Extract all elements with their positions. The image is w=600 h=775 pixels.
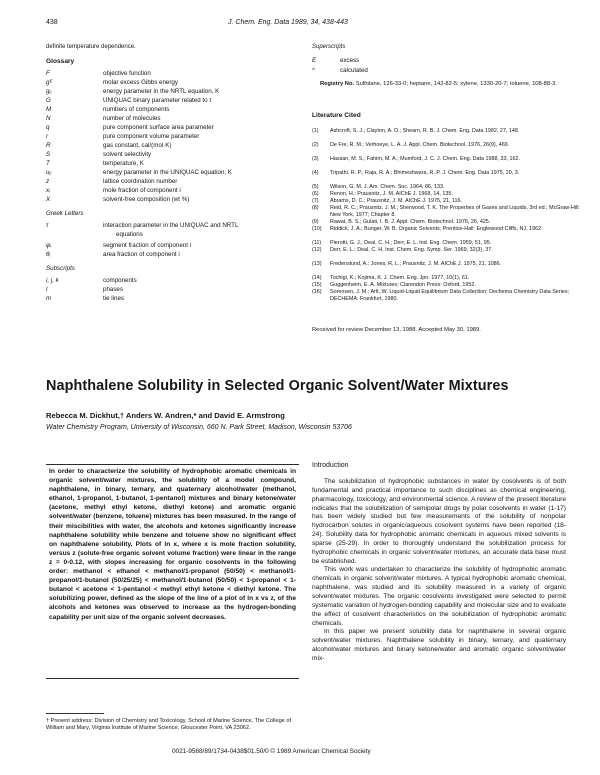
glossary-title: Glossary [46,58,75,65]
intro-paragraph: This work was undertaken to characterize the solubility of hydrophobic aromatic chemicals in organic solvent/water mixtures. A typical hydrophobic aromatic chemical, naphthalene, was studied and its solubility measured in a variety of organic solvent/water mixtures. The organic cosolvents investigated were selected to permit systematic variation of hydrogen-bonding capability and molecular size and to evaluate the effect of cosolvent characteristics on the solubilization of hydrophobic aromatic chemicals. [312,566,566,627]
glossary-symbol: gᵢⱼ [46,88,52,95]
greek-definition: segment fraction of component i [103,242,192,249]
glossary-symbol: r [46,133,49,140]
registry-numbers [312,80,566,88]
reference-number: (6) [312,191,319,197]
registry-text: Sulfolane, 126-33-0; heptane, 142-82-5; xylene, 1330-20-7; toluene, 108-88-3. [355,81,557,87]
glossary-definition: numbers of components [103,106,170,113]
reference-number: (8) [312,205,319,211]
glossary-symbol: M [46,106,52,113]
greek-definition: area fraction of component i [103,251,180,258]
subscript-symbol: i, j, k [46,277,59,284]
registry-label: Registry No. [320,81,355,87]
glossary-definition: objective function [103,70,151,77]
article-affiliation: Water Chemistry Program, University of Wisconsin, 660 N. Park Street, Madison, Wisconsin 53706 [46,424,352,431]
reference-number: (2) [312,142,319,148]
introduction-body [312,478,566,664]
glossary-definition: temperature, K [103,160,144,167]
glossary-symbol: S [46,151,51,158]
reference-text: Ashcroft, S. J.; Clayton, A. D.; Shearn, R. B. J. Chem. Eng. Data 1982, 27, 148. [330,128,520,134]
intro-paragraph: The solubilization of hydrophobic substances in water by cosolvents is of both fundamental and practical importance to such disciplines as chemical engineering, pharmacology, toxicology, and environmental science. A review of the present literature indicates that the solubilization of semipolar drugs by polar cosolvents in water (1-17) has been widely studied but few measurements of the solubility of nonpolar hydrocarbon solutes in organic/aqueous cosolvent systems have been reported (18-24). Solubility data for hydrophobic aromatic chemicals in aqueous mixed solvents is sparse (25-29). In order to thoroughly understand the solubilization process for hydrophobic chemicals in organic solvent/water mixtures, an accurate data base must be established. [312,478,566,565]
greek-definition-continued: equations [116,231,143,238]
greek-symbol: θᵢ [46,251,51,258]
reference-text: Rawat, B. S.; Gulati, I. B. J. Appl. Chem. Biotechnol. 1976, 26, 425. [330,219,491,225]
glossary-symbol: T [46,160,50,167]
glossary-symbol: xᵢ [46,187,50,194]
superscript-symbol: E [312,57,317,64]
reference-text: Tripathi, R. P.; Raja, R. A.; Bhimeshwara, R. P. J. Chem. Eng. Data 1975, 20, 3. [330,170,520,176]
reference-number: (11) [312,240,322,246]
superscript-definition: calculated [340,67,368,74]
greek-definition: interaction parameter in the UNIQUAC and NRTL [103,222,239,229]
glossary-symbol: gᴱ [46,79,53,86]
copyright-line: 0021-9568/89/1734-0438$01.50/0 © 1989 American Chemical Society [172,748,371,755]
abstract-text: In order to characterize the solubility of hydrophobic aromatic chemicals in organic solvent/water mixtures, the solubility of a model compound, naphthalene, in binary, ternary, and quaternary alcohol/water (methanol, ethanol, 1-propanol, 1-butanol, 1-pentanol) mixtures and binary ketone/water (acetone, methyl ethyl ketone, diethyl ketone) and aromatic organic solvent/water (benzene, toluene) mixtures has been measured. In the range of their miscibilities with water, the alcohols and ketones significantly increase naphthalene solubility while benzene and toluene show no significant effect on naphthalene solubility. Plots of ln x, where x is mole fraction solubility, versus z (solute-free organic solvent volume fraction) were linear in the range z = 0-0.12, with slopes increasing for organic cosolvents in the following order: methanol < ethanol < methanol/1-propanol (50/50) < methanol/1-propanol/1-butanol (50/25/25) < methanol/1-butanol (50/50) < 1-propanol < 1-butanol < acetone < 1-pentanol < methyl ethyl ketone < diethyl ketone. The solubilizing power, defined as the slope of the line of a plot of ln x vs z, of the alcohols and ketones was observed to increase as the hydrogen-bonding capability per unit size of the organic solvent decreases. [49,468,296,621]
glossary-definition: pure component volume parameter [103,133,200,140]
glossary-definition: lattice coordination number [103,178,178,185]
greek-symbol: τ [46,222,49,229]
reference-text: Derr, E. L.; Deal, C. H. Inst. Chem. Eng. Symp. Ser. 1969, 32(3), 37. [330,247,493,253]
reference-text: Reid, R. C.; Prausnitz, J. M.; Sherwood, T. K. The Properties of Gases and Liquids, 3rd ed.; McGraw-Hill: New York, 1977; Chapter 8. [330,205,580,219]
greek-letters-title: Greek Letters [46,210,84,217]
footnote: † Present address: Division of Chemistry and Toxicology, School of Marine Science, The College of William and Mary, Virginia Institute of Marine Science, Gloucester Point, VA 23062. [46,718,292,732]
glossary-block [46,70,306,410]
glossary-definition: solvent-free composition (wt %) [103,196,190,203]
glossary-definition: energy parameter in the UNIQUAC equation, K [103,169,232,176]
article-title: Naphthalene Solubility in Selected Organic Solvent/Water Mixtures [46,378,509,394]
reference-text: Abrams, D. C.; Prausnitz, J. M. AIChE J. 1975, 21, 116. [330,198,463,204]
glossary-symbol: N [46,115,51,122]
glossary-symbol: X [46,196,51,203]
reference-text: De Fre, R. M.; Verhoeye, L. A. J. Appl. Chem. Biotechnol. 1976, 26(9), 469. [330,142,510,148]
glossary-definition: pure component surface area parameter [103,124,214,131]
superscript-definition: excess [340,57,360,64]
superscripts-title: Superscripts [312,44,346,50]
intro-paragraph: In this paper we present solubility data for naphthalene in several organic solvent/water mixtures. Naphthalene solubility in binary, ternary, and quaternary alcohol/water mixtures and binary ketone/water and aromatic organic solvent/water mix- [312,628,566,662]
glossary-definition: mole fraction of component i [103,187,181,194]
page-number: 438 [46,19,58,26]
glossary-definition: solvent selectivity [103,151,152,158]
glossary-definition: gas constant, cal/(mol·K) [103,142,172,149]
reference-text: Pierotti, G. J.; Deal, C. H.; Derr, E. L. Ind. Eng. Chem. 1959, 51, 95. [330,240,492,246]
glossary-symbol: R [46,142,51,149]
reference-text: Wilson, G. M. J. Am. Chem. Soc. 1964, 86, 133. [330,184,445,190]
glossary-definition: UNIQUAC binary parameter related to τ [103,97,212,104]
reference-number: (1) [312,128,319,134]
reference-number: (7) [312,198,319,204]
reference-text: Sorensen, J. M.; Arlt, W. Liquid-Liquid Equilibrium Data Collection; Dechema Chemistry Data Series; DECHEMA: Frankfurt, 1980. [330,289,570,303]
greek-symbol: φᵢ [46,242,51,249]
reference-number: (13) [312,261,322,267]
superscripts-block [312,43,562,74]
glossary-definition: energy parameter in the NRTL equation, K [103,88,220,95]
reference-number: (3) [312,156,319,162]
reference-number: (5) [312,184,319,190]
subscript-definition: phases [103,286,123,293]
abstract-box [46,464,299,679]
reference-number: (15) [312,282,322,288]
reference-number: (12) [312,247,322,253]
glossary-symbol: uᵢⱼ [46,169,52,176]
continued-text: definite temperature dependence. [46,44,136,50]
glossary-definition: molar excess Gibbs energy [103,79,178,86]
reference-number: (16) [312,289,322,295]
footnote-rule [46,713,104,714]
subscripts-title: Subscripts [46,265,75,272]
reference-text: Riddick, J. A.; Bunger, W. B. Organic Solvents; Prentice-Hall: Englewood Cliffs, NJ, 1962. [330,226,543,232]
reference-number: (4) [312,170,319,176]
reference-text: Fredenslund, A.; Jones, R. L.; Prausnitz, J. M. AIChE J. 1975, 21, 1086. [330,261,502,267]
references-list [312,128,582,318]
reference-text: Tochigi, K.; Kojima, K. J. Chem. Eng. Jpn. 1977, 10(1), 61. [330,275,470,281]
superscript-symbol: ^ [312,67,315,74]
glossary-symbol: z [46,178,50,185]
reference-number: (14) [312,275,322,281]
literature-cited-title: Literature Cited [312,112,361,119]
glossary-symbol: F [46,70,50,77]
glossary-symbol: G [46,97,51,104]
reference-text: Hassan, M. S.; Fahim, M. A.; Mumford, J. C. J. Chem. Eng. Data 1988, 33, 162. [330,156,520,162]
reference-number: (10) [312,226,322,232]
glossary-symbol: q [46,124,50,131]
received-date: Received for review December 13, 1988. Accepted May 30, 1989. [312,327,481,333]
reference-text: Renon, H.; Prausnitz, J. M. AIChE J. 1968, 14, 135. [330,191,453,197]
subscript-symbol: l [46,286,48,293]
journal-header: J. Chem. Eng. Data 1989, 34, 438-443 [228,19,348,26]
reference-text: Guggenheim, E. A. Mixtures; Clarendon Press: Oxford, 1952. [330,282,476,288]
reference-number: (9) [312,219,319,225]
subscript-definition: components [103,277,137,284]
article-authors: Rebecca M. Dickhut,† Anders W. Andren,* and David E. Armstrong [46,411,285,420]
subscript-definition: tie lines [103,295,124,302]
glossary-definition: number of molecules [103,115,161,122]
introduction-heading: Introduction [312,462,349,469]
subscript-symbol: m [46,295,52,302]
